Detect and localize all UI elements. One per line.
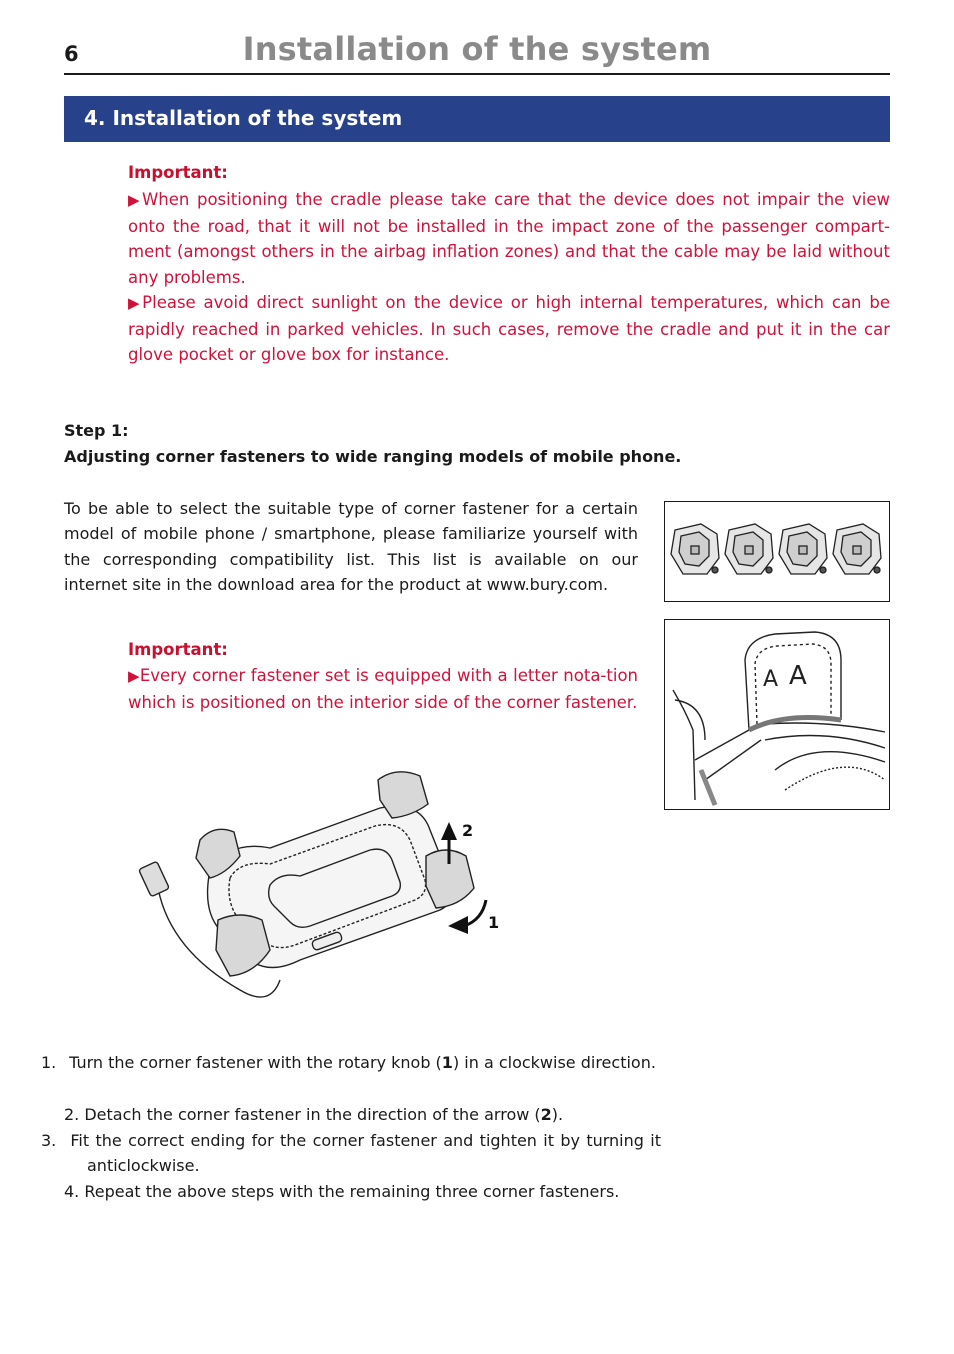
list-item-bold: 1 — [441, 1053, 453, 1072]
list-item — [64, 1179, 638, 1204]
letter-notation-illustration — [665, 620, 889, 809]
triangle-bullet-icon: ▶ — [128, 294, 143, 312]
cradle-illustration — [130, 760, 510, 1020]
arrow-up-head — [441, 822, 457, 840]
list-item-text-end: ) in a clockwise direction. — [452, 1053, 656, 1072]
callout-1: 1 — [488, 913, 500, 932]
corner-fastener-drawing-3 — [779, 524, 827, 574]
list-item: 3. Fit the correct ending for the corner fastener and tighten it by turning it anticlockwise. — [41, 1131, 661, 1176]
bullet-text: Please avoid direct sunlight on the device or high internal temperatures, which can be rapidly reached in parked vehicles. In such cases, remove the cradle and put it in the car glove pocket or glove box for instance. — [128, 293, 890, 365]
triangle-bullet-icon: ▶ — [128, 667, 140, 685]
letter-notation-figure — [664, 619, 890, 810]
header-divider — [64, 73, 890, 75]
step-title: Adjusting corner fasteners to wide ranging models of mobile phone. — [64, 447, 682, 466]
corner-fasteners-figure — [664, 501, 890, 602]
letter-a-right: A — [789, 661, 807, 691]
usb-connector — [139, 861, 170, 897]
callout-2: 2 — [462, 821, 474, 840]
corner-fastener-drawing-1 — [671, 524, 719, 574]
list-item-number: 2. — [64, 1105, 80, 1124]
important-label: Important: — [128, 163, 228, 182]
corner-fastener-bottom-left — [216, 915, 270, 976]
page-title: Installation of the system — [242, 30, 712, 68]
corner-fasteners-illustration — [665, 502, 889, 601]
list-item-bold: 2 — [540, 1105, 552, 1124]
list-item — [64, 1102, 638, 1127]
corner-fastener-drawing-2 — [725, 524, 773, 574]
list-item-number: 4. — [64, 1182, 80, 1201]
important-bullet-letter-notation — [128, 663, 638, 715]
section-title: 4. Installation of the system — [84, 106, 403, 130]
list-item-text: Detach the corner fastener in the direction of the arrow ( — [84, 1105, 541, 1124]
corner-fastener-drawing-4 — [833, 524, 881, 574]
intro-paragraph: To be able to select the suitable type of corner fastener for a certain model of mobile phone / smartphone, please familiarize yourself with the corresponding compatibility list. This list is available on our internet site in the download area for the product at www.bury.com. — [64, 499, 638, 595]
letter-a-left: A — [763, 667, 779, 692]
list-item: 1. Turn the corner fastener with the rotary knob (1) in a clockwise direction. — [41, 1053, 656, 1072]
list-item-text-end: ). — [551, 1105, 564, 1124]
list-item-text: Repeat the above steps with the remaining three corner fasteners. — [84, 1182, 620, 1201]
cradle-figure — [130, 760, 510, 1020]
triangle-bullet-icon: ▶ — [128, 191, 142, 209]
page-number: 6 — [64, 42, 79, 66]
important-label-2: Important: — [128, 640, 228, 659]
important-bullet-positioning — [128, 187, 890, 291]
important-bullet-sunlight — [128, 290, 890, 368]
bullet-text: When positioning the cradle please take care that the device does not impair the view onto the road, that it will not be installed in the impact zone of the passenger compart-ment (amongst others in the airbag inflation zones) and that the cable may be laid without any problems. — [128, 190, 890, 288]
bullet-text: Every corner fastener set is equipped with a letter nota-tion which is positioned on the interior side of the corner fastener. — [128, 666, 638, 712]
list-item-text: Fit the correct ending for the corner fastener and tighten it by turning it anticlockwise. — [70, 1131, 661, 1176]
list-item-text: Turn the corner fastener with the rotary knob ( — [69, 1053, 442, 1072]
step-label: Step 1: — [64, 421, 129, 440]
arrow-rotate-head — [448, 916, 468, 934]
